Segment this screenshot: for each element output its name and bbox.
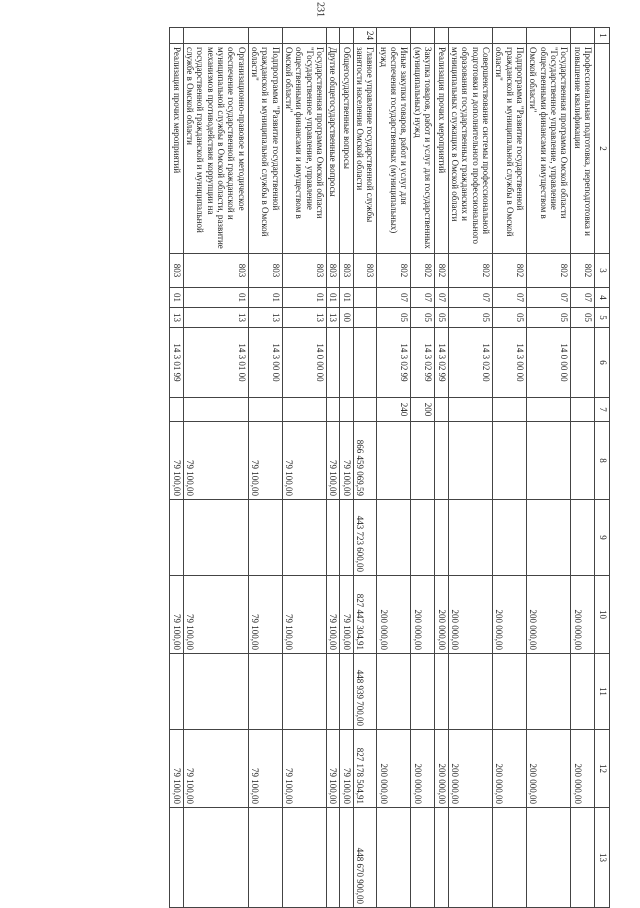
- code-section: 01: [170, 288, 183, 308]
- amount-col-12: 79 100,00: [170, 730, 183, 808]
- table-row: [492, 28, 526, 908]
- amount-col-13: [183, 808, 248, 908]
- amount-col-11: [492, 654, 526, 730]
- column-header: 2: [595, 44, 610, 254]
- code-target-article: 14 3 01 99: [170, 328, 183, 398]
- table-row: [170, 28, 183, 908]
- row-name: Совершенствование системы профессиональной подготовки и дополнительного профессионального образования государственных гражданских и муниципальных служащих в Омской области: [448, 44, 492, 254]
- row-name: Государственная программа Омской области "Государственное управление, управление общественными финансами и имуществом в Омской области": [526, 44, 570, 254]
- amount-col-13: [448, 808, 492, 908]
- code-expense-type: [526, 398, 570, 422]
- amount-col-11: [340, 654, 353, 730]
- amount-col-12: 200 000,00: [377, 730, 411, 808]
- table-row: [183, 28, 248, 908]
- amount-col-13: [248, 808, 282, 908]
- amount-col-12: 827 178 504,91: [353, 730, 377, 808]
- amount-col-8: 79 100,00: [282, 422, 326, 500]
- code-target-article: [353, 328, 377, 398]
- amount-col-9: [282, 500, 326, 576]
- code-subsection: 13: [282, 308, 326, 328]
- table-row: [248, 28, 282, 908]
- code-section: [353, 288, 377, 308]
- code-section: 01: [183, 288, 248, 308]
- amount-col-11: [526, 654, 570, 730]
- row-number: [448, 28, 492, 44]
- column-header: 13: [595, 808, 610, 908]
- row-number: [340, 28, 353, 44]
- code-section: 07: [571, 288, 595, 308]
- amount-col-11: [282, 654, 326, 730]
- code-subsection: 05: [571, 308, 595, 328]
- row-name: Подпрограмма "Развитие государственной гражданской и муниципальной службы в Омской области": [248, 44, 282, 254]
- code-subsection: 00: [340, 308, 353, 328]
- amount-col-11: [448, 654, 492, 730]
- row-name: Реализация прочих мероприятий: [435, 44, 448, 254]
- amount-col-12: 200 000,00: [411, 730, 435, 808]
- code-target-article: 14 0 00 00: [282, 328, 326, 398]
- code-subsection: 13: [183, 308, 248, 328]
- amount-col-9: [340, 500, 353, 576]
- code-ministry: 802: [448, 254, 492, 288]
- table-row: [526, 28, 570, 908]
- code-ministry: 803: [183, 254, 248, 288]
- amount-col-13: 448 670 900,00: [353, 808, 377, 908]
- column-header: 1: [595, 28, 610, 44]
- code-target-article: 14 3 02 99: [411, 328, 435, 398]
- amount-col-11: [170, 654, 183, 730]
- code-section: 07: [526, 288, 570, 308]
- amount-col-8: 79 100,00: [340, 422, 353, 500]
- amount-col-11: [327, 654, 340, 730]
- code-target-article: [327, 328, 340, 398]
- row-name: Государственная программа Омской области "Государственное управление, управление общественными финансами и имуществом в Омской области": [282, 44, 326, 254]
- row-name: Иные закупки товаров, работ и услуг для обеспечения государственных (муниципальных) нужд: [377, 44, 411, 254]
- code-expense-type: 200: [411, 398, 435, 422]
- amount-col-9: [448, 500, 492, 576]
- code-section: 07: [377, 288, 411, 308]
- amount-col-12: 79 100,00: [340, 730, 353, 808]
- amount-col-12: 79 100,00: [248, 730, 282, 808]
- amount-col-8: 79 100,00: [183, 422, 248, 500]
- amount-col-10: 79 100,00: [183, 576, 248, 654]
- code-subsection: 05: [448, 308, 492, 328]
- row-name: Другие общегосударственные вопросы: [327, 44, 340, 254]
- table-row: [282, 28, 326, 908]
- page-number: 231: [314, 2, 326, 17]
- amount-col-9: [435, 500, 448, 576]
- amount-col-12: 200 000,00: [571, 730, 595, 808]
- amount-col-13: [340, 808, 353, 908]
- code-expense-type: [327, 398, 340, 422]
- code-ministry: 803: [248, 254, 282, 288]
- amount-col-9: [183, 500, 248, 576]
- row-number: [282, 28, 326, 44]
- code-section: 01: [340, 288, 353, 308]
- code-expense-type: [435, 398, 448, 422]
- amount-col-8: [377, 422, 411, 500]
- code-expense-type: [353, 398, 377, 422]
- amount-col-10: 200 000,00: [411, 576, 435, 654]
- amount-col-9: [492, 500, 526, 576]
- code-ministry: 802: [411, 254, 435, 288]
- row-name: Реализация прочих мероприятий: [170, 44, 183, 254]
- code-expense-type: 240: [377, 398, 411, 422]
- code-subsection: 05: [411, 308, 435, 328]
- row-number: [435, 28, 448, 44]
- code-section: 07: [448, 288, 492, 308]
- amount-col-13: [411, 808, 435, 908]
- code-target-article: 14 3 02 99: [377, 328, 411, 398]
- code-section: 07: [492, 288, 526, 308]
- column-header: 6: [595, 328, 610, 398]
- amount-col-11: [571, 654, 595, 730]
- amount-col-10: 827 447 304,91: [353, 576, 377, 654]
- amount-col-8: [435, 422, 448, 500]
- column-header: 8: [595, 422, 610, 500]
- code-ministry: 802: [492, 254, 526, 288]
- code-ministry: 803: [327, 254, 340, 288]
- code-subsection: 05: [435, 308, 448, 328]
- code-section: 01: [327, 288, 340, 308]
- code-ministry: 802: [377, 254, 411, 288]
- code-target-article: 14 3 01 00: [183, 328, 248, 398]
- column-header: 7: [595, 398, 610, 422]
- amount-col-13: [526, 808, 570, 908]
- row-number: [411, 28, 435, 44]
- row-number: [170, 28, 183, 44]
- code-section: 01: [282, 288, 326, 308]
- amount-col-9: [170, 500, 183, 576]
- amount-col-12: 200 000,00: [448, 730, 492, 808]
- code-target-article: [340, 328, 353, 398]
- budget-table-sheet: [30, 27, 610, 907]
- amount-col-9: 443 723 600,00: [353, 500, 377, 576]
- code-target-article: 14 3 02 99: [435, 328, 448, 398]
- code-expense-type: [282, 398, 326, 422]
- code-section: 07: [411, 288, 435, 308]
- code-subsection: [353, 308, 377, 328]
- table-row: [571, 28, 595, 908]
- amount-col-8: [448, 422, 492, 500]
- code-expense-type: [170, 398, 183, 422]
- column-header: 9: [595, 500, 610, 576]
- row-name: Закупка товаров, работ и услуг для государственных (муниципальных) нужд: [411, 44, 435, 254]
- amount-col-10: 200 000,00: [448, 576, 492, 654]
- code-target-article: 14 3 00 00: [248, 328, 282, 398]
- amount-col-9: [411, 500, 435, 576]
- table-body: [170, 28, 595, 908]
- row-number: [526, 28, 570, 44]
- amount-col-13: [492, 808, 526, 908]
- amount-col-10: 79 100,00: [282, 576, 326, 654]
- table-row: [435, 28, 448, 908]
- amount-col-10: 200 000,00: [571, 576, 595, 654]
- amount-col-8: 866 459 069,59: [353, 422, 377, 500]
- amount-col-10: 200 000,00: [492, 576, 526, 654]
- table-row: [340, 28, 353, 908]
- amount-col-8: 79 100,00: [248, 422, 282, 500]
- row-name: Организационно-правовое и методическое обеспечение государственной гражданской и муниципальной службы в Омской области, развитие механизмов противодействия коррупции на государственной гражданской и муниципальной службе в Омской области: [183, 44, 248, 254]
- row-number: [377, 28, 411, 44]
- amount-col-9: [248, 500, 282, 576]
- column-header: 10: [595, 576, 610, 654]
- table-row: [327, 28, 340, 908]
- amount-col-8: 79 100,00: [327, 422, 340, 500]
- amount-col-9: [526, 500, 570, 576]
- row-name: Общегосударственные вопросы: [340, 44, 353, 254]
- amount-col-13: [571, 808, 595, 908]
- amount-col-11: [248, 654, 282, 730]
- code-subsection: 05: [526, 308, 570, 328]
- code-subsection: 05: [377, 308, 411, 328]
- amount-col-11: [411, 654, 435, 730]
- code-target-article: [571, 328, 595, 398]
- code-target-article: 14 3 02 00: [448, 328, 492, 398]
- amount-col-10: 79 100,00: [170, 576, 183, 654]
- row-number: [183, 28, 248, 44]
- row-number: 24: [353, 28, 377, 44]
- amount-col-13: [377, 808, 411, 908]
- table-row: [353, 28, 377, 908]
- amount-col-10: 79 100,00: [327, 576, 340, 654]
- code-ministry: 803: [353, 254, 377, 288]
- column-header: 12: [595, 730, 610, 808]
- code-expense-type: [340, 398, 353, 422]
- row-name: Профессиональная подготовка, переподготовка и повышение квалификации: [571, 44, 595, 254]
- code-ministry: 803: [340, 254, 353, 288]
- amount-col-8: [571, 422, 595, 500]
- code-expense-type: [183, 398, 248, 422]
- amount-col-10: 200 000,00: [377, 576, 411, 654]
- amount-col-9: [327, 500, 340, 576]
- code-subsection: 05: [492, 308, 526, 328]
- amount-col-13: [327, 808, 340, 908]
- budget-table: [169, 27, 610, 908]
- code-ministry: 802: [435, 254, 448, 288]
- row-number: [248, 28, 282, 44]
- amount-col-12: 79 100,00: [327, 730, 340, 808]
- amount-col-12: 79 100,00: [282, 730, 326, 808]
- table-row: [448, 28, 492, 908]
- amount-col-9: [571, 500, 595, 576]
- amount-col-10: 79 100,00: [340, 576, 353, 654]
- amount-col-12: 200 000,00: [492, 730, 526, 808]
- code-target-article: 14 0 00 00: [526, 328, 570, 398]
- amount-col-12: 79 100,00: [183, 730, 248, 808]
- row-number: [492, 28, 526, 44]
- amount-col-13: [282, 808, 326, 908]
- amount-col-11: [377, 654, 411, 730]
- code-section: 01: [248, 288, 282, 308]
- amount-col-8: [411, 422, 435, 500]
- row-name: Подпрограмма "Развитие государственной гражданской и муниципальной службы в Омской области": [492, 44, 526, 254]
- amount-col-11: [435, 654, 448, 730]
- code-expense-type: [448, 398, 492, 422]
- amount-col-11: 448 939 700,00: [353, 654, 377, 730]
- column-header: 5: [595, 308, 610, 328]
- amount-col-8: [492, 422, 526, 500]
- amount-col-9: [377, 500, 411, 576]
- column-header: 4: [595, 288, 610, 308]
- row-number: [571, 28, 595, 44]
- code-ministry: 802: [526, 254, 570, 288]
- table-row: [377, 28, 411, 908]
- amount-col-8: [526, 422, 570, 500]
- code-subsection: 13: [248, 308, 282, 328]
- code-target-article: 14 3 00 00: [492, 328, 526, 398]
- amount-col-11: [183, 654, 248, 730]
- amount-col-12: 200 000,00: [526, 730, 570, 808]
- amount-col-10: 200 000,00: [435, 576, 448, 654]
- table-header-row: [595, 28, 610, 908]
- column-header: 11: [595, 654, 610, 730]
- amount-col-10: 79 100,00: [248, 576, 282, 654]
- code-expense-type: [492, 398, 526, 422]
- amount-col-10: 200 000,00: [526, 576, 570, 654]
- code-ministry: 803: [282, 254, 326, 288]
- code-subsection: 13: [170, 308, 183, 328]
- code-expense-type: [248, 398, 282, 422]
- column-header: 3: [595, 254, 610, 288]
- row-number: [327, 28, 340, 44]
- amount-col-8: 79 100,00: [170, 422, 183, 500]
- amount-col-13: [435, 808, 448, 908]
- row-name: Главное управление государственной службы занятости населения Омской области: [353, 44, 377, 254]
- amount-col-12: 200 000,00: [435, 730, 448, 808]
- code-subsection: 13: [327, 308, 340, 328]
- code-expense-type: [571, 398, 595, 422]
- amount-col-13: [170, 808, 183, 908]
- code-ministry: 802: [571, 254, 595, 288]
- table-row: [411, 28, 435, 908]
- code-ministry: 803: [170, 254, 183, 288]
- code-section: 07: [435, 288, 448, 308]
